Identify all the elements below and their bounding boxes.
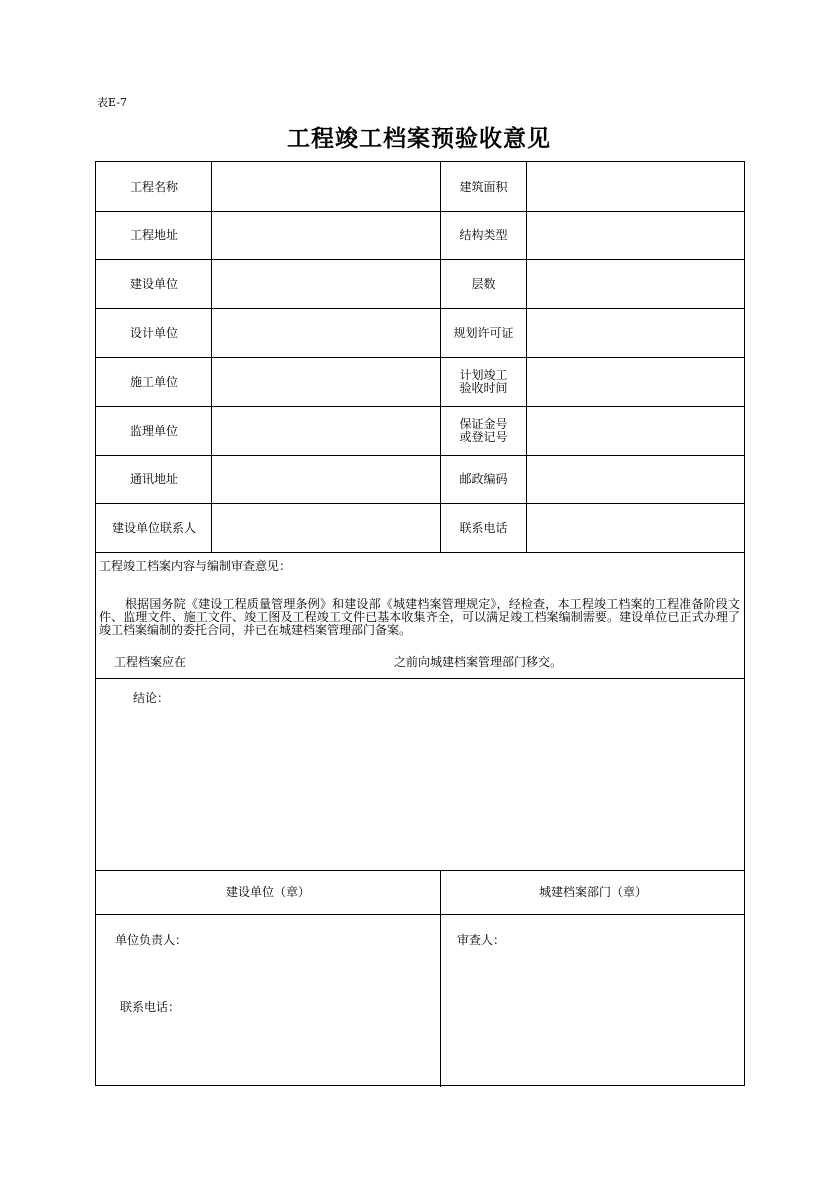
conclusion-label: 结论： bbox=[133, 691, 170, 705]
handover-prefix: 工程档案应在 bbox=[114, 655, 187, 669]
field-label: 计划竣工 验收时间 bbox=[459, 368, 508, 395]
field-value[interactable] bbox=[527, 260, 744, 308]
review-heading: 工程竣工档案内容与编制审查意见： bbox=[99, 559, 292, 573]
field-value[interactable] bbox=[527, 309, 744, 357]
section-divider bbox=[96, 678, 744, 679]
field-label: 监理单位 bbox=[129, 423, 178, 438]
acceptance-form-table bbox=[95, 161, 745, 1086]
field-value[interactable] bbox=[212, 212, 440, 259]
field-value[interactable] bbox=[527, 456, 744, 503]
field-label: 保证金号 或登记号 bbox=[459, 417, 508, 444]
contact-phone-label: 联系电话： bbox=[120, 1000, 181, 1014]
field-value[interactable] bbox=[527, 212, 744, 259]
field-label: 通讯地址 bbox=[129, 472, 178, 486]
field-label: 层数 bbox=[471, 276, 496, 291]
responsible-person-label: 单位负责人： bbox=[115, 933, 188, 947]
review-paragraph: 根据国务院《建设工程质量管理条例》和建设部《城建档案管理规定》，经检查，本工程竣工档案的工程准备阶段文件、监理文件、施工文件、竣工图及工程竣工文件已基本收集齐全，可以满足竣工档案编制需要。建设单位已正式办理了竣工档案编制的委托合同，并已在城建档案管理部门备案。 bbox=[99, 597, 740, 637]
field-value[interactable] bbox=[212, 504, 440, 552]
field-label: 建设单位联系人 bbox=[111, 520, 196, 535]
field-label: 施工单位 bbox=[129, 374, 178, 389]
field-label: 邮政编码 bbox=[459, 472, 508, 486]
field-value[interactable] bbox=[527, 407, 744, 455]
form-title: 工程竣工档案预验收意见 bbox=[287, 125, 551, 152]
field-value[interactable] bbox=[212, 309, 440, 357]
field-label: 联系电话 bbox=[459, 520, 508, 535]
archive-dept-seal-header: 城建档案部门（章） bbox=[538, 884, 647, 899]
field-value[interactable] bbox=[212, 456, 440, 503]
field-value[interactable] bbox=[212, 163, 440, 211]
field-label: 工程名称 bbox=[129, 179, 178, 194]
field-label: 结构类型 bbox=[459, 228, 508, 242]
field-label: 规划许可证 bbox=[453, 325, 514, 340]
field-value[interactable] bbox=[527, 163, 744, 211]
field-value[interactable] bbox=[212, 407, 440, 455]
field-label: 建筑面积 bbox=[459, 179, 508, 194]
construction-unit-seal-header: 建设单位（章） bbox=[225, 884, 310, 899]
field-label: 设计单位 bbox=[129, 325, 178, 340]
field-value[interactable] bbox=[527, 358, 744, 406]
row-divider bbox=[96, 552, 744, 553]
field-value[interactable] bbox=[527, 504, 744, 552]
field-label: 建设单位 bbox=[129, 276, 178, 291]
form-code: 表E-7 bbox=[97, 96, 127, 109]
section-divider bbox=[96, 914, 744, 915]
field-label: 工程地址 bbox=[129, 228, 178, 242]
field-value[interactable] bbox=[212, 358, 440, 406]
field-value[interactable] bbox=[212, 260, 440, 308]
handover-suffix: 之前向城建档案管理部门移交。 bbox=[394, 655, 563, 669]
reviewer-label: 审查人： bbox=[457, 933, 506, 947]
